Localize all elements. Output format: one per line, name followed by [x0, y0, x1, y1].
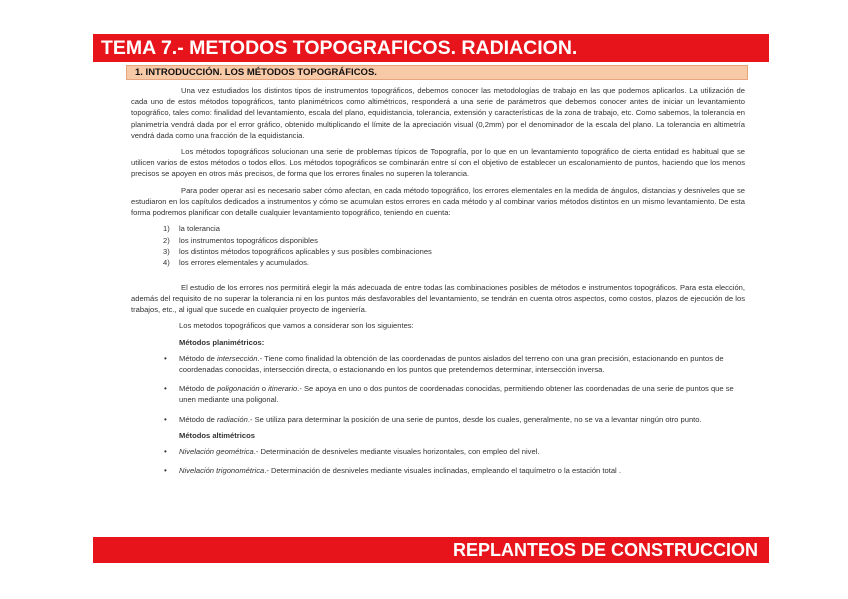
- bullet-icon: •: [164, 447, 167, 457]
- paragraph-intro: Una vez estudiados los distintos tipos de instrumentos topográficos, debemos conocer las metodologías de trabajo en las que podemos aplicarlos. La utilización de cada uno de estos métodos topográficos, tanto planimétricos como altimétricos, responderá a una serie de parámetros que debemos conocer antes de iniciar un levantamiento topográfico, tales como: finalidad del levantamiento, escala del plano, equidistancia, tolerancia, extensión y características de la zona de trabajo, etc. Como sabemos, la tolerancia en planimetría vendrá dada por el error gráfico, obtenido multiplicando el límite de la apreciación visual (0,2mm) por el denominador de la escala del plano. La tolerancia en altimetría vendrá dada como una fracción de la equidistancia.: [131, 86, 745, 140]
- list-item: • Método de intersección.- Tiene como finalidad la obtención de las coordenadas de puntos aislados del terreno con una gran precisión, estacionando en puntos de coordenadas conocidas, intersección directa, o estacionando en los puntos que pretendemos determinar, intersección inversa.: [164, 353, 724, 375]
- page-title: TEMA 7.- METODOS TOPOGRAFICOS. RADIACION.: [101, 37, 578, 59]
- bullet-icon: •: [164, 414, 167, 424]
- bullet-icon: •: [164, 353, 167, 363]
- section-heading: 1. INTRODUCCIÓN. LOS MÉTODOS TOPOGRÁFICOS.: [135, 67, 377, 78]
- list-item: • Método de radiación.- Se utiliza para determinar la posición de una serie de puntos, desde los cuales, generalmente, no se va a levantar ningún otro punto.: [164, 414, 702, 424]
- planimetric-methods-list: [131, 353, 745, 425]
- paragraph-methods-intro: Los metodos topográficos que vamos a considerar son los siguientes:: [179, 321, 414, 331]
- bullet-icon: •: [164, 466, 167, 476]
- paragraph-error-study: El estudio de los errores nos permitirá elegir la más adecuada de entre todas las combinaciones posibles de métodos e instrumentos topográficos. Para esta elección, además del requisito de no superar la tolerancia ni en los puntos más desfavorables del levantamiento, se tendrán en cuenta otros aspectos, como costos, plazos de ejecución de los trabajos, etc., al igual que sucede en cualquier proyecto de ingeniería.: [131, 282, 745, 315]
- list-item: 4) los errores elementales y acumulados.: [163, 258, 309, 268]
- bullet-icon: •: [164, 384, 167, 394]
- list-item: 1) la tolerancia: [163, 224, 220, 234]
- document-body: [131, 85, 745, 476]
- list-item: 2) los instrumentos topográficos disponibles: [163, 235, 318, 245]
- footer-title: REPLANTEOS DE CONSTRUCCION: [452, 540, 758, 560]
- altimetric-heading: Métodos altimétricos: [179, 430, 255, 440]
- paragraph-methods-purpose: Los métodos topográficos solucionan una serie de problemas típicos de Topografía, por lo que en un levantamiento topográfico de cierta entidad es habitual que se utilicen varios de estos métodos o todos ellos. Los métodos topográficos se combinarán entre sí con el objetivo de establecer un escalonamiento de puntos, haciendo que los menos precisos se apoyen en otros más precisos, de forma que los errores finales no superen la tolerancia.: [131, 147, 745, 179]
- list-item: • Nivelación geométrica.- Determinación de desniveles mediante visuales horizontales, con empleo del nivel.: [164, 447, 540, 457]
- footer-banner: [93, 537, 769, 563]
- list-item: • Método de poligonación o itinerario.- Se apoya en uno o dos puntos de coordenadas conocidas, permitiendo obtener las coordenadas de una serie de puntos que se unen mediante una poligonal.: [164, 384, 734, 405]
- planimetric-heading: Métodos planimétricos:: [179, 337, 265, 347]
- section-heading-bar: [126, 65, 748, 80]
- list-item: 3) los distintos métodos topográficos aplicables y sus posibles combinaciones: [163, 247, 432, 257]
- considerations-list: [131, 223, 745, 269]
- paragraph-errors: Para poder operar así es necesario saber cómo afectan, en cada método topográfico, los errores elementales en la medida de ángulos, distancias y desniveles que se estudiaron en los capítulos dedicados a instrumentos y cómo se acumulan estos errores en cada método y al combinar varios métodos distintos en un mismo levantamiento. De esta forma podremos planificar con detalle cualquier levantamiento topográfico, teniendo en cuenta:: [131, 185, 745, 218]
- altimetric-methods-list: [131, 446, 745, 476]
- list-item: • Nivelación trigonométrica.- Determinación de desniveles mediante visuales inclinadas, empleando el taquímetro o la estación total .: [164, 466, 621, 476]
- page-title-banner: [93, 34, 769, 62]
